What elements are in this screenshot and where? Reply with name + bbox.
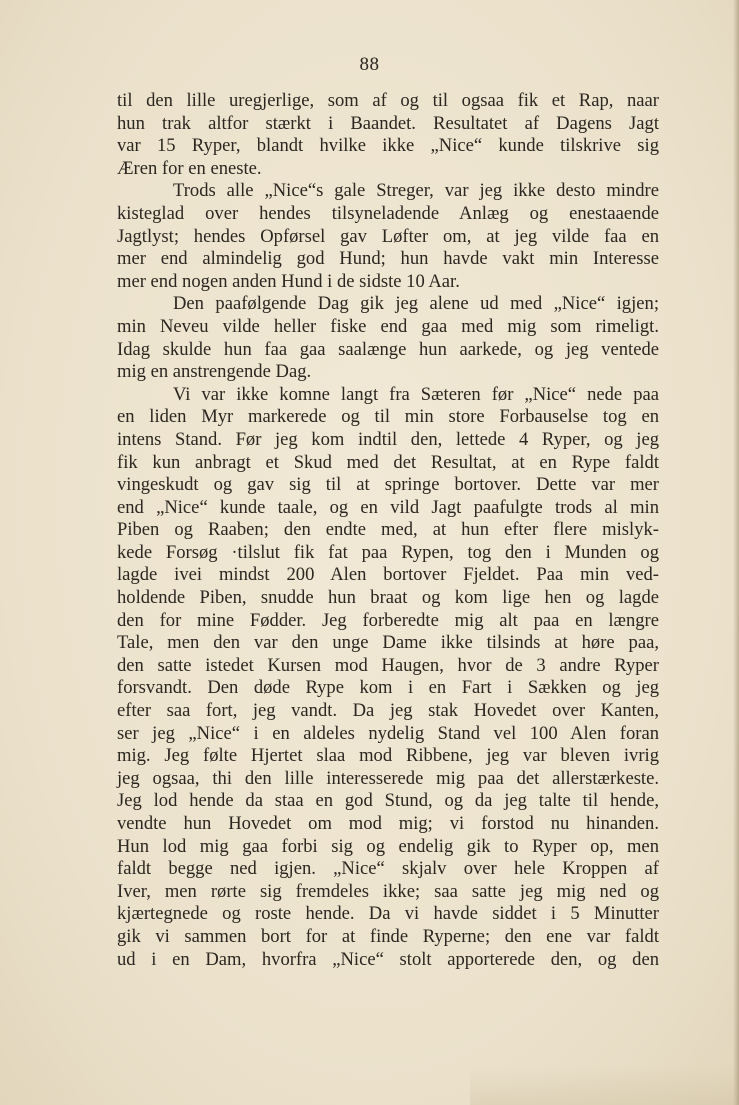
text-line: ud i en Dam, hvorfra „Nice“ stolt apporterede den, og den bbox=[117, 948, 659, 970]
text-line: den for mine Fødder. Jeg forberedte mig alt paa en længre bbox=[117, 609, 659, 631]
text-line: kede Forsøg ·tilslut fik fat paa Rypen, tog den i Munden og bbox=[117, 541, 659, 563]
text-line: hun trak altfor stærkt i Baandet. Resultatet af Dagens Jagt bbox=[117, 112, 659, 134]
text-line: en liden Myr markerede og til min store Forbauselse tog en bbox=[117, 406, 659, 428]
text-line: Tale, men den var den unge Dame ikke tilsinds at høre paa, bbox=[117, 632, 659, 654]
text-line: kjærtegnede og roste hende. Da vi havde siddet i 5 Minutter bbox=[117, 903, 659, 925]
text-line: Hun lod mig gaa forbi sig og endelig gik to Ryper op, men bbox=[117, 835, 659, 857]
text-line: mig en anstrengende Dag. bbox=[117, 361, 312, 383]
text-line: end „Nice“ kunde taale, og en vild Jagt paafulgte trods al min bbox=[117, 496, 659, 518]
text-line: Iver, men rørte sig fremdeles ikke; saa satte jeg mig ned og bbox=[117, 880, 659, 902]
paper-stain bbox=[470, 1065, 739, 1105]
text-line: fik kun anbragt et Skud med det Resultat, at en Rype faldt bbox=[117, 451, 659, 473]
text-line: var 15 Ryper, blandt hvilke ikke „Nice“ kunde tilskrive sig bbox=[117, 135, 659, 157]
text-line: mig. Jeg følte Hjertet slaa mod Ribbene, jeg var bleven ivrig bbox=[117, 745, 659, 767]
page-number: 88 bbox=[359, 54, 380, 75]
text-line: jeg ogsaa, thi den lille interesserede mig paa det allerstærkeste. bbox=[117, 767, 659, 789]
text-line: Piben og Raaben; den endte med, at hun efter flere mislyk- bbox=[117, 519, 659, 541]
text-line: til den lille uregjerlige, som af og til ogsaa fik et Rap, naar bbox=[117, 90, 659, 111]
text-line: lagde ivei mindst 200 Alen bortover Fjeldet. Paa min ved- bbox=[117, 564, 659, 586]
text-line: Den paafølgende Dag gik jeg alene ud med „Nice“ igjen; bbox=[173, 293, 659, 315]
text-line: mer end nogen anden Hund i de sidste 10 Aar. bbox=[117, 270, 460, 292]
text-line: ser jeg „Nice“ i en aldeles nydelig Stand vel 100 Alen foran bbox=[117, 722, 659, 744]
text-line: Jagtlyst; hendes Opførsel gav Løfter om, at jeg vilde faa en bbox=[117, 225, 659, 247]
text-line: Trods alle „Nice“s gale Streger, var jeg ikke desto mindre bbox=[173, 180, 659, 202]
text-line: mer end almindelig god Hund; hun havde vakt min Interesse bbox=[117, 248, 659, 270]
text-line: min Neveu vilde heller fiske end gaa med mig som rimeligt. bbox=[117, 315, 659, 337]
text-line: intens Stand. Før jeg kom indtil den, lettede 4 Ryper, og jeg bbox=[117, 428, 659, 450]
text-line: forsvandt. Den døde Rype kom i en Fart i Sækken og jeg bbox=[117, 677, 659, 699]
text-line: vendte hun Hovedet om mod mig; vi forstod nu hinanden. bbox=[117, 813, 659, 834]
text-line: kisteglad over hendes tilsyneladende Anlæg og enestaaende bbox=[117, 202, 659, 224]
text-line: vingeskudt og gav sig til at springe bortover. Dette var mer bbox=[117, 474, 659, 496]
text-line: Jeg lod hende da staa en god Stund, og da jeg talte til hende, bbox=[117, 790, 659, 812]
text-line: holdende Piben, snudde hun braat og kom lige hen og lagde bbox=[117, 587, 659, 609]
text-line: gik vi sammen bort for at finde Ryperne; den ene var faldt bbox=[117, 925, 659, 947]
text-line: Vi var ikke komne langt fra Sæteren før „Nice“ nede paa bbox=[173, 383, 659, 405]
text-line: den satte istedet Kursen mod Haugen, hvor de 3 andre Ryper bbox=[117, 654, 659, 676]
body-text bbox=[117, 90, 659, 971]
text-line: Æren for en eneste. bbox=[117, 157, 262, 179]
text-line: faldt begge ned igjen. „Nice“ skjalv over hele Kroppen af bbox=[117, 858, 659, 880]
text-line: Idag skulde hun faa gaa saalænge hun aarkede, og jeg ventede bbox=[117, 338, 659, 360]
text-line: efter saa fort, jeg vandt. Da jeg stak Hovedet over Kanten, bbox=[117, 700, 659, 722]
page-edge-shadow bbox=[733, 0, 739, 1105]
